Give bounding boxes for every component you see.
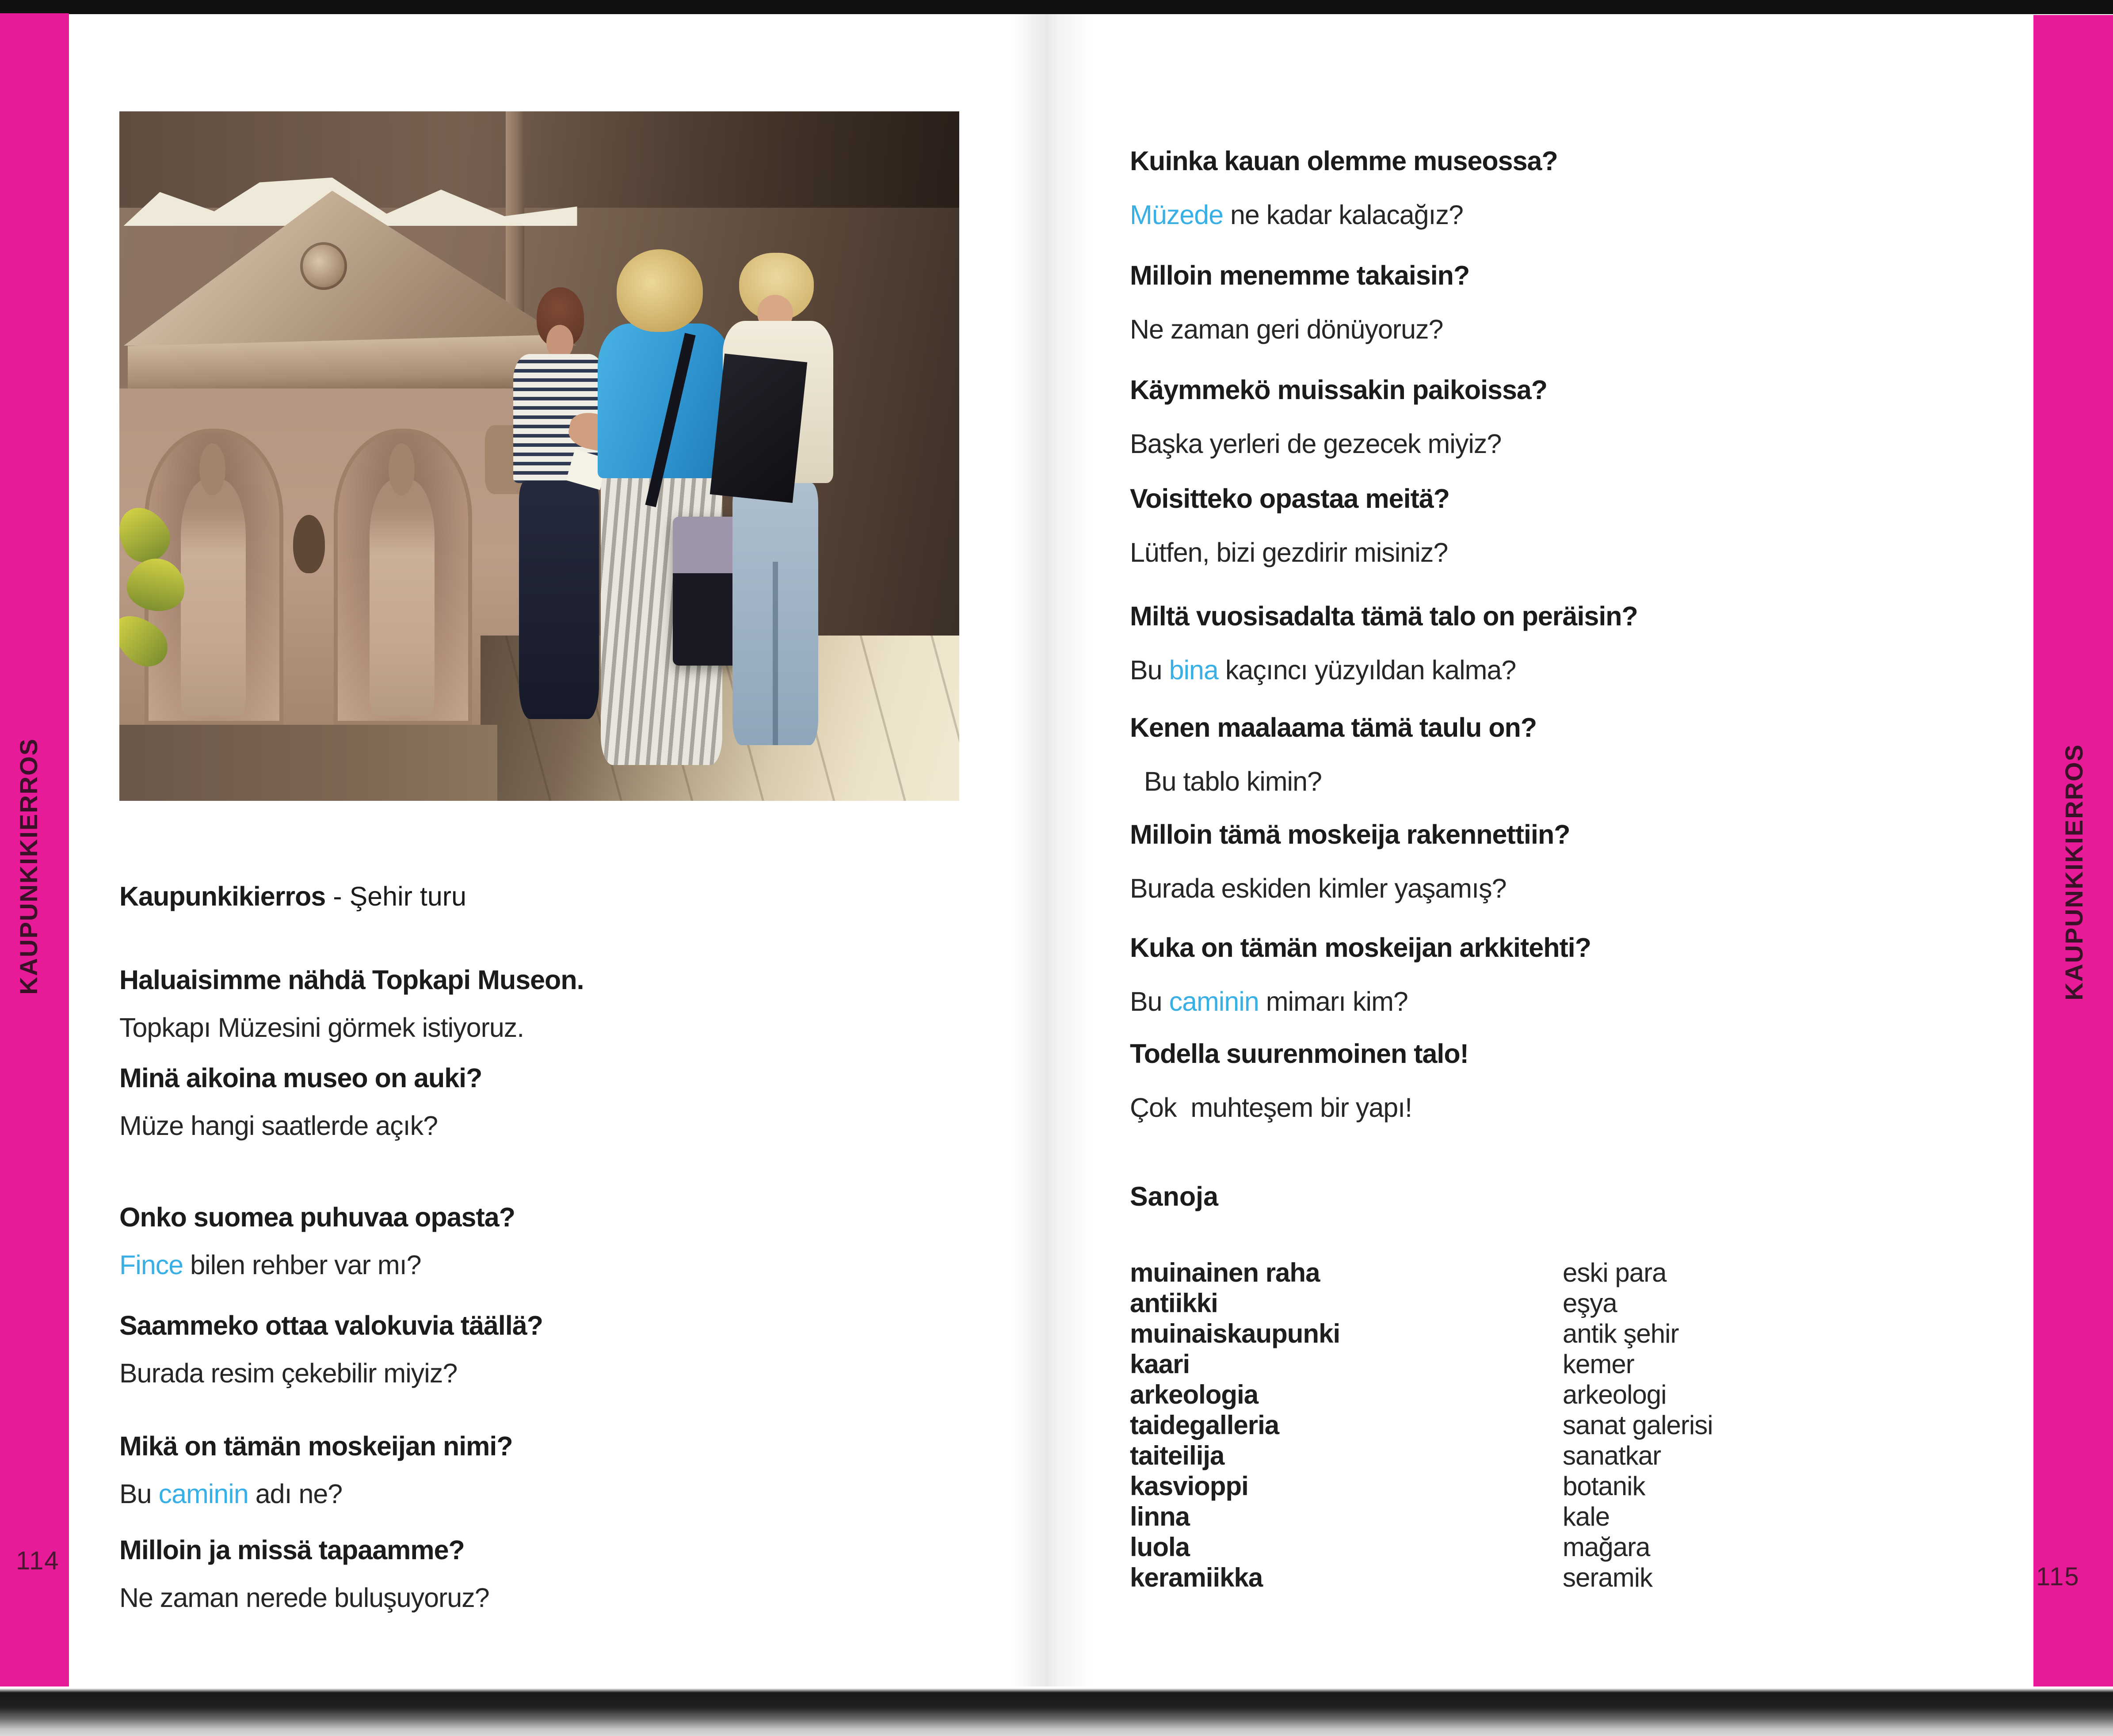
book-gutter-shadow xyxy=(1012,14,1092,1687)
vocab-row xyxy=(1130,1349,2023,1379)
tr-segment: mimarı kim? xyxy=(1259,986,1408,1016)
phrase-turkish xyxy=(119,1012,1003,1043)
vocab-row xyxy=(1130,1410,2023,1440)
vocab-turkish: arkeologi xyxy=(1563,1380,1667,1409)
phrase-turkish xyxy=(119,1582,1003,1614)
tr-segment: Bu xyxy=(119,1479,159,1509)
vocab-finnish: antiikki xyxy=(1130,1288,1218,1318)
vocab-row xyxy=(1130,1562,2023,1593)
phrase-pair xyxy=(119,948,1003,1059)
tr-highlight: caminin xyxy=(158,1479,248,1509)
section-heading xyxy=(119,881,466,912)
phrase-turkish xyxy=(119,1110,1003,1142)
vocab-row xyxy=(1130,1471,2023,1501)
vocab-row xyxy=(1130,1379,2023,1410)
phrase-turkish xyxy=(1130,196,2014,234)
heading-turkish: - Şehir turu xyxy=(325,881,467,911)
tr-segment: Burada eskiden kimler yaşamış? xyxy=(1130,873,1507,903)
tr-highlight: Fince xyxy=(119,1250,183,1280)
vocab-turkish: sanat galerisi xyxy=(1563,1410,1713,1440)
phrase-finnish: Kuka on tämän moskeijan arkkitehti? xyxy=(1130,933,1591,963)
page-number-left: 114 xyxy=(16,1546,60,1575)
tr-segment: Topkapı Müzesini görmek istiyoruz. xyxy=(119,1013,524,1043)
vocab-finnish: linna xyxy=(1130,1502,1190,1531)
relief-figure xyxy=(181,479,246,716)
vocab-finnish: kasvioppi xyxy=(1130,1471,1248,1501)
phrase-pair xyxy=(1130,355,2014,479)
tr-segment: Bu xyxy=(1130,655,1169,685)
scan-bottom-edge xyxy=(0,1687,2113,1736)
page-number-right: 115 xyxy=(2036,1562,2080,1591)
phrase-turkish xyxy=(1130,982,2014,1020)
phrase-turkish xyxy=(1130,533,2014,571)
tr-segment: adı ne? xyxy=(248,1479,343,1509)
vocab-row xyxy=(1130,1532,2023,1562)
plant xyxy=(119,491,187,690)
jeans xyxy=(732,483,818,745)
chapter-label-vertical: KAUPUNKIKIERROS xyxy=(2060,743,2088,1001)
plant-leaf xyxy=(119,605,176,676)
tr-segment: Burada resim çekebilir miyiz? xyxy=(119,1358,458,1388)
vocab-row xyxy=(1130,1257,2023,1288)
vocab-finnish: muinainen raha xyxy=(1130,1258,1320,1287)
phrase-turkish xyxy=(1130,425,2014,463)
tr-segment: kaçıncı yüzyıldan kalma? xyxy=(1218,655,1516,685)
phrase-pair xyxy=(1130,240,2014,364)
tr-highlight: bina xyxy=(1169,655,1218,685)
tr-segment: Başka yerleri de gezecek miyiz? xyxy=(1130,429,1502,459)
vocab-turkish: eski para xyxy=(1563,1258,1667,1287)
phrase-pair xyxy=(1130,913,2014,1036)
tr-segment: Ne zaman geri dönüyoruz? xyxy=(1130,314,1443,344)
phrase-finnish: Haluaisimme nähdä Topkapi Museon. xyxy=(119,965,584,995)
vocabulary-heading: Sanoja xyxy=(1130,1181,1219,1211)
vocab-finnish: muinaiskaupunki xyxy=(1130,1319,1340,1348)
phrase-pair xyxy=(119,1518,1003,1629)
dark-folder xyxy=(710,354,808,503)
vocab-turkish: seramik xyxy=(1563,1563,1653,1592)
phrase-finnish: Onko suomea puhuvaa opasta? xyxy=(119,1202,515,1232)
phrase-pair xyxy=(1130,126,2014,250)
tr-segment: Ne zaman nerede buluşuyoruz? xyxy=(119,1583,489,1613)
phrase-finnish: Saammeko ottaa valokuvia täällä? xyxy=(119,1310,543,1340)
heading-finnish: Kaupunkikierros xyxy=(119,881,326,911)
vocab-finnish: luola xyxy=(1130,1532,1190,1562)
vocab-row xyxy=(1130,1318,2023,1349)
vocab-turkish: kemer xyxy=(1563,1349,1634,1379)
tr-segment: Lütfen, bizi gezdirir misiniz? xyxy=(1130,537,1448,567)
tr-segment: Bu xyxy=(1130,986,1169,1016)
phrase-finnish: Mikä on tämän moskeijan nimi? xyxy=(119,1431,513,1461)
relief-head xyxy=(293,515,325,574)
phrase-finnish: Kuinka kauan olemme museossa? xyxy=(1130,146,1558,176)
vocab-finnish: kaari xyxy=(1130,1349,1190,1379)
phrase-pair xyxy=(119,1414,1003,1526)
tr-highlight: Müzede xyxy=(1130,200,1224,230)
vocab-turkish: eşya xyxy=(1563,1288,1617,1318)
tr-segment: ne kadar kalacağız? xyxy=(1223,200,1463,230)
tr-highlight: caminin xyxy=(1169,986,1259,1016)
left-chapter-tab xyxy=(6,689,50,1043)
chapter-label-vertical: KAUPUNKIKIERROS xyxy=(14,738,42,995)
phrase-finnish: Minä aikoina museo on auki? xyxy=(119,1063,482,1093)
phrase-turkish xyxy=(1130,869,2014,907)
phrase-pair xyxy=(119,1294,1003,1405)
vocab-turkish: kale xyxy=(1563,1502,1610,1531)
tr-segment: Çok muhteşem bir yapı! xyxy=(1130,1093,1412,1123)
phrase-turkish xyxy=(1130,762,2014,800)
woman-with-folder xyxy=(712,253,851,777)
phrase-turkish xyxy=(1130,310,2014,348)
phrase-finnish: Kenen maalaama tämä taulu on? xyxy=(1130,712,1537,742)
phrase-turkish xyxy=(119,1478,1003,1510)
tr-segment: Bu tablo kimin? xyxy=(1130,766,1322,796)
vocab-turkish: botanik xyxy=(1563,1471,1645,1501)
vocab-finnish: taidegalleria xyxy=(1130,1410,1279,1440)
phrase-turkish xyxy=(1130,651,2014,689)
phrase-finnish: Voisitteko opastaa meitä? xyxy=(1130,483,1450,514)
phrase-finnish: Todella suurenmoinen talo! xyxy=(1130,1039,1468,1069)
pediment-rosette xyxy=(300,242,347,290)
phrase-finnish: Milloin menemme takaisin? xyxy=(1130,260,1470,290)
plant-leaf xyxy=(123,554,189,615)
vocab-row xyxy=(1130,1440,2023,1471)
blonde-hair xyxy=(617,249,703,332)
vocab-finnish: arkeologia xyxy=(1130,1380,1259,1409)
tr-segment: Müze hangi saatlerde açık? xyxy=(119,1111,438,1141)
phrase-finnish: Käymmekö muissakin paikoissa? xyxy=(1130,375,1548,405)
museum-photo xyxy=(119,111,959,801)
dark-skirt xyxy=(519,481,599,719)
vocab-finnish: taiteilija xyxy=(1130,1441,1224,1470)
right-chapter-tab xyxy=(2049,684,2098,1060)
vocab-row xyxy=(1130,1501,2023,1532)
vocab-finnish: keramiikka xyxy=(1130,1563,1263,1592)
relief-figure xyxy=(370,479,435,716)
phrase-finnish: Miltä vuosisadalta tämä talo on peräisin? xyxy=(1130,601,1638,631)
vocab-turkish: sanatkar xyxy=(1563,1441,1661,1470)
phrase-pair xyxy=(1130,693,2014,816)
phrase-finnish: Milloin ja missä tapaamme? xyxy=(119,1535,465,1565)
phrase-turkish xyxy=(119,1249,1003,1281)
relief-arch-right xyxy=(334,429,473,725)
phrase-pair xyxy=(1130,1019,2014,1142)
phrase-pair xyxy=(1130,799,2014,923)
vocab-row xyxy=(1130,1288,2023,1318)
phrase-turkish xyxy=(1130,1089,2014,1127)
phrase-pair xyxy=(1130,581,2014,705)
sarcophagus-base xyxy=(119,725,497,801)
phrase-pair xyxy=(119,1185,1003,1297)
tr-segment: bilen rehber var mı? xyxy=(183,1250,421,1280)
vocab-turkish: mağara xyxy=(1563,1532,1650,1562)
phrase-finnish: Milloin tämä moskeija rakennettiin? xyxy=(1130,819,1570,849)
phrase-turkish xyxy=(119,1357,1003,1389)
scan-top-edge xyxy=(0,0,2113,14)
vocab-turkish: antik şehir xyxy=(1563,1319,1679,1348)
phrase-pair xyxy=(119,1046,1003,1157)
phrase-pair xyxy=(1130,464,2014,587)
